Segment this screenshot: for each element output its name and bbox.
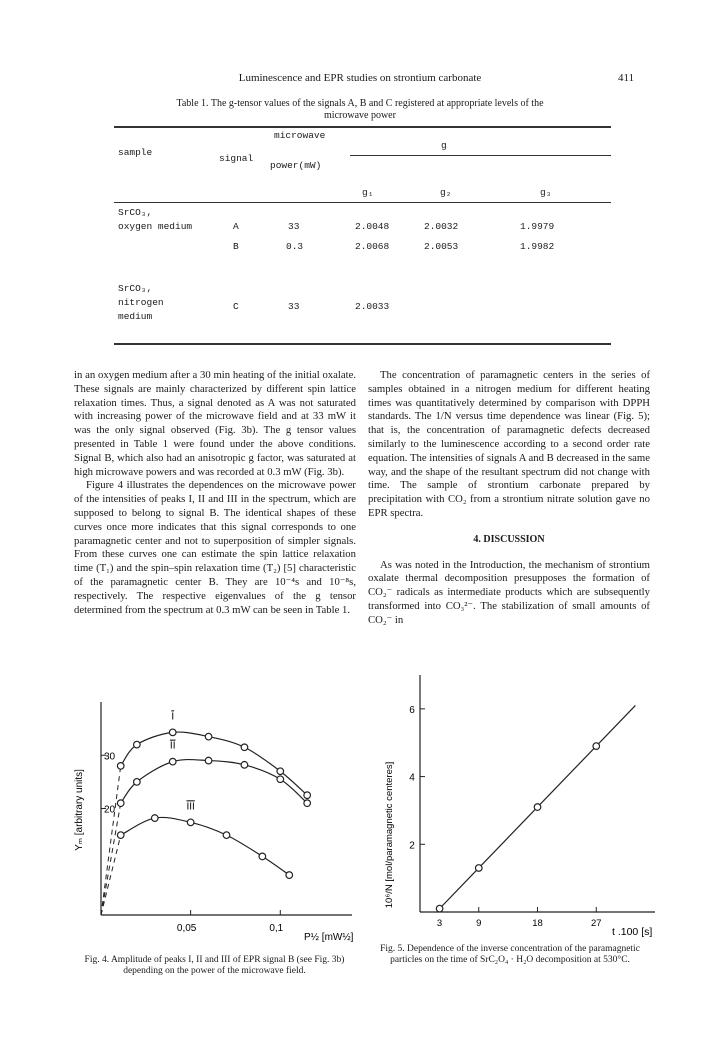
fig5-y-tick-label: 4 [409,772,415,784]
fig4-y-tick-label: 20 [104,804,116,816]
fig5-data-point [475,865,482,872]
table-caption-line-2: microwave power [324,110,396,121]
running-title: Luminescence and EPR studies on strontium carbonate [238,72,482,84]
fig4-data-point [223,832,230,839]
fig4-data-point [117,832,124,839]
row-c-g1: 2.0033 [355,301,390,312]
fig4-data-point [134,779,141,786]
fig4-data-point [304,792,311,799]
row-a-g2: 2.0032 [424,221,459,232]
fig5-x-tick-label: 18 [532,918,543,929]
fig4-dashed-extension [101,835,121,915]
fig4-data-point [205,757,212,764]
fig5-data-point [593,743,600,750]
row-b-g1: 2.0068 [355,241,390,252]
fig5-plot [409,705,635,929]
fig4-y-tick-label: 30 [104,751,116,763]
fig4-series-curve [121,732,307,795]
group2-line3: medium [118,311,153,322]
fig4-series-label: III [186,801,195,813]
fig4-x-tick-label: 0,05 [176,923,197,934]
fig5-data-point [534,804,541,811]
fig4-caption: Fig. 4. Amplitude of peaks I, II and III of EPR signal B (see Fig. 3b) depending on the power of the microwave field. [84,955,345,976]
fig4-data-point [241,762,248,769]
fig5-caption: Fig. 5. Dependence of the inverse concentration of the paramagnetic particles on the time of SrC₂O₄ · H₂O decomposition at 530°C. [380,944,640,965]
left-paragraph-2: Figure 4 illustrates the dependences on the microwave power of the intensities of peaks I, II and III in the spectrum, which are supposed to belong to signal B. The identical shapes of these curves once more indicates that this signal corresponds to one paramagnetic center and not to superposition of simpler signals. From these curves one can estimate the spin lattice relaxation time (T₁) and the spin–spin relaxation time (T₂) [5] characteristic of the paramagnetic center B. They are 10⁻⁴s and 10⁻⁸s, respectively. The respective eigenvalues of the g tensor determined from the spectrum at 0.3 mW can be seen in Table 1. [74,479,356,616]
fig4-plot [101,711,310,934]
row-a-signal: A [233,221,239,232]
th-g1: g₁ [362,187,374,198]
fig4-data-point [134,741,141,748]
row-a-g3: 1.9979 [520,221,555,232]
right-paragraph-1: The concentration of paramagnetic centers in the series of samples obtained in a nitrogen medium for different heating times was quantitatively determined by comparison with DPPH standards. The 1/N versus time dependence was linear (Fig. 5); that is, the concentration of paramagnetic defects decreased similarly to the luminescence according to a second order rate equation. The intensities of signals A and B decreased in the same way, and the shape of the resultant spectrum did not change with time. The sample of strontium carbonate prepared by precipitation with CO₂ from a strontium nitrate solution gave no EPR spectra. [368,369,650,519]
fig4-data-point [169,729,176,736]
row-c-signal: C [233,301,239,312]
section-heading: 4. DISCUSSION [473,533,545,545]
fig4-data-point [259,853,266,860]
fig4-data-point [205,733,212,740]
fig5-data-point [436,905,443,912]
row-c-power: 33 [288,301,300,312]
fig4-series-curve [121,817,290,875]
figure-4-chart [70,690,356,950]
right-column [368,369,650,628]
row-b-g2: 2.0053 [424,241,459,252]
fig4-series-label: I [171,711,175,723]
figure-5-chart [380,660,660,950]
fig4-data-point [187,819,194,826]
table-caption [140,98,580,122]
th-g: g [441,140,447,151]
fig5-ylabel: 10⁶/N [mol/paramagnetic centeres] [384,761,395,909]
fig5-y-tick-label: 2 [409,840,415,852]
th-g3: g₃ [540,187,552,198]
left-paragraph-1: in an oxygen medium after a 30 min heating of the initial oxalate. These signals are mainly characterized by different spin lattice relaxation times. Thus, a signal denoted as A was not saturated with increasing power of the microwave field and at 33 mW it was the only signal observed (Fig. 3b). The g tensor values presented in Table 1 were found under the above conditions. Signal B, which also had an anisotropic g factor, was saturated at high microwave powers and was recorded at 0.3 mW (Fig. 3b). [74,369,356,478]
fig4-ylabel: Yₘ [arbitrary units] [74,769,85,851]
fig4-data-point [117,800,124,807]
fig4-x-tick-label: 0,1 [269,923,284,934]
table-g-rule [350,155,611,156]
table-top-rule [114,126,611,128]
fig5-x-tick-label: 27 [590,918,602,929]
left-column [74,369,356,617]
th-signal: signal [219,153,254,164]
row-b-signal: B [233,241,239,252]
fig4-data-point [241,744,248,751]
fig5-x-tick-label: 3 [436,918,443,929]
fig4-data-point [304,800,311,807]
table-caption-line-1: Table 1. The g-tensor values of the signals A, B and C registered at appropriate levels of the [176,98,544,109]
group1-line2: oxygen medium [118,221,193,232]
fig5-xlabel: t .100 [s] [612,926,653,938]
th-g2: g₂ [440,187,452,198]
th-power: power(mW) [270,160,322,171]
fig4-data-point [286,872,293,879]
row-a-g1: 2.0048 [355,221,390,232]
group2-line1: SrCO₃, [118,283,153,294]
row-b-g3: 1.9982 [520,241,555,252]
th-sample: sample [118,147,153,158]
right-paragraph-2: As was noted in the Introduction, the mechanism of strontium oxalate thermal decomposition presupposes the formation of CO₂⁻ radicals as intermediate products which are subsequently transformed into CO₃²⁻. The stabilization of small amounts of CO₂⁻ in [368,558,650,626]
fig4-data-point [117,763,124,770]
row-a-power: 33 [288,221,300,232]
th-microwave: microwave [274,130,326,141]
fig4-series-label: II [169,740,176,752]
row-b-power: 0.3 [286,241,304,252]
group2-line2: nitrogen [118,297,164,308]
fig4-data-point [277,776,284,783]
page-number: 411 [618,72,635,84]
fig4-data-point [277,768,284,775]
table-bottom-rule [114,343,611,345]
fig5-y-tick-label: 6 [409,704,415,716]
fig4-xlabel: P½ [mW½] [304,932,354,943]
fig4-data-point [151,815,158,822]
fig4-dashed-extension [101,803,121,915]
fig5-x-tick-label: 9 [476,918,482,929]
table-head-rule [114,202,611,203]
group1-line1: SrCO₃, [118,207,153,218]
fig4-dashed-extension [101,766,121,915]
fig4-data-point [169,758,176,765]
